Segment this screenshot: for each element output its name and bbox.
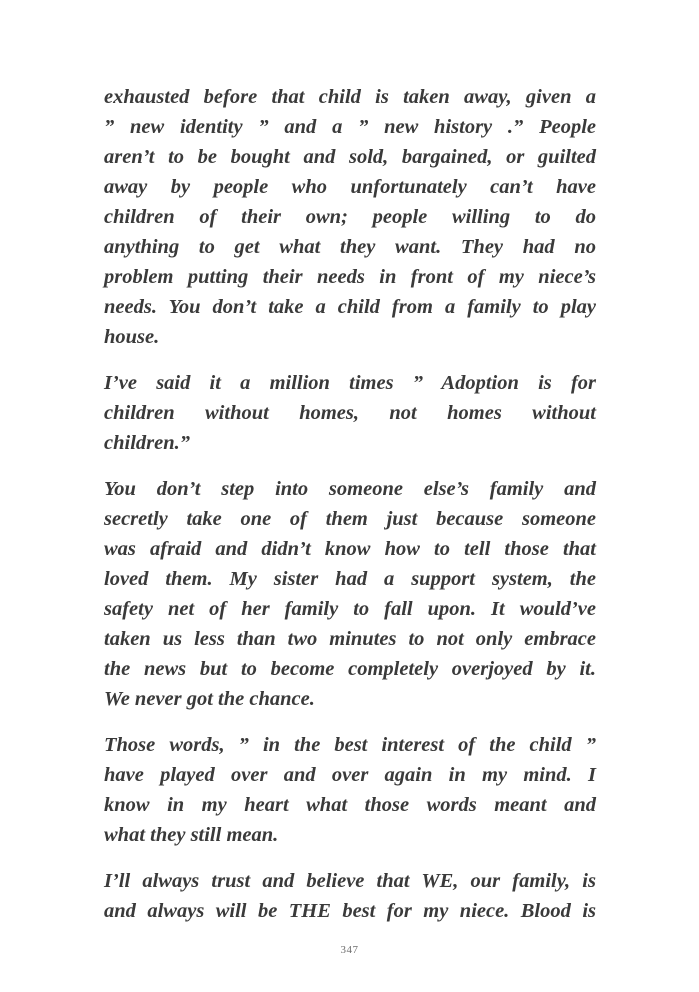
text-line: We never got the chance. bbox=[104, 688, 315, 710]
text-line: have played over and over again in my mind. I bbox=[104, 764, 596, 786]
text-line: children of their own; people willing to do bbox=[104, 206, 596, 228]
text-line: and always will be THE best for my niece. Blood is bbox=[104, 900, 596, 922]
text-line: aren’t to be bought and sold, bargained, or guilted bbox=[104, 146, 596, 168]
paragraph bbox=[104, 368, 596, 458]
text-line: children without homes, not homes without bbox=[104, 402, 596, 424]
paragraph bbox=[104, 82, 596, 352]
text-line: problem putting their needs in front of my niece’s bbox=[104, 266, 596, 288]
text-line: away by people who unfortunately can’t have bbox=[104, 176, 596, 198]
text-line: safety net of her family to fall upon. It would’ve bbox=[104, 598, 596, 620]
paragraph bbox=[104, 730, 596, 850]
text-line: Those words, ” in the best interest of the child ” bbox=[104, 734, 596, 756]
text-line: know in my heart what those words meant and bbox=[104, 794, 596, 816]
text-line: the news but to become completely overjoyed by it. bbox=[104, 658, 596, 680]
text-line: I’ll always trust and believe that WE, our family, is bbox=[104, 870, 596, 892]
text-line: was afraid and didn’t know how to tell those that bbox=[104, 538, 596, 560]
text-line: taken us less than two minutes to not only embrace bbox=[104, 628, 596, 650]
text-line: house. bbox=[104, 326, 160, 348]
text-line: what they still mean. bbox=[104, 824, 279, 846]
text-line: secretly take one of them just because someone bbox=[104, 508, 596, 530]
paragraph bbox=[104, 866, 596, 926]
text-line: I’ve said it a million times ” Adoption is for bbox=[104, 372, 596, 394]
text-block bbox=[104, 82, 596, 942]
text-line: anything to get what they want. They had no bbox=[104, 236, 596, 258]
text-line: You don’t step into someone else’s family and bbox=[104, 478, 596, 500]
text-line: children.” bbox=[104, 432, 190, 454]
text-line: needs. You don’t take a child from a family to play bbox=[104, 296, 596, 318]
paragraph bbox=[104, 474, 596, 714]
page-number: 347 bbox=[340, 944, 359, 956]
text-line: exhausted before that child is taken away, given a bbox=[104, 86, 596, 108]
text-line: ” new identity ” and a ” new history .” People bbox=[104, 116, 596, 138]
text-line: loved them. My sister had a support system, the bbox=[104, 568, 596, 590]
